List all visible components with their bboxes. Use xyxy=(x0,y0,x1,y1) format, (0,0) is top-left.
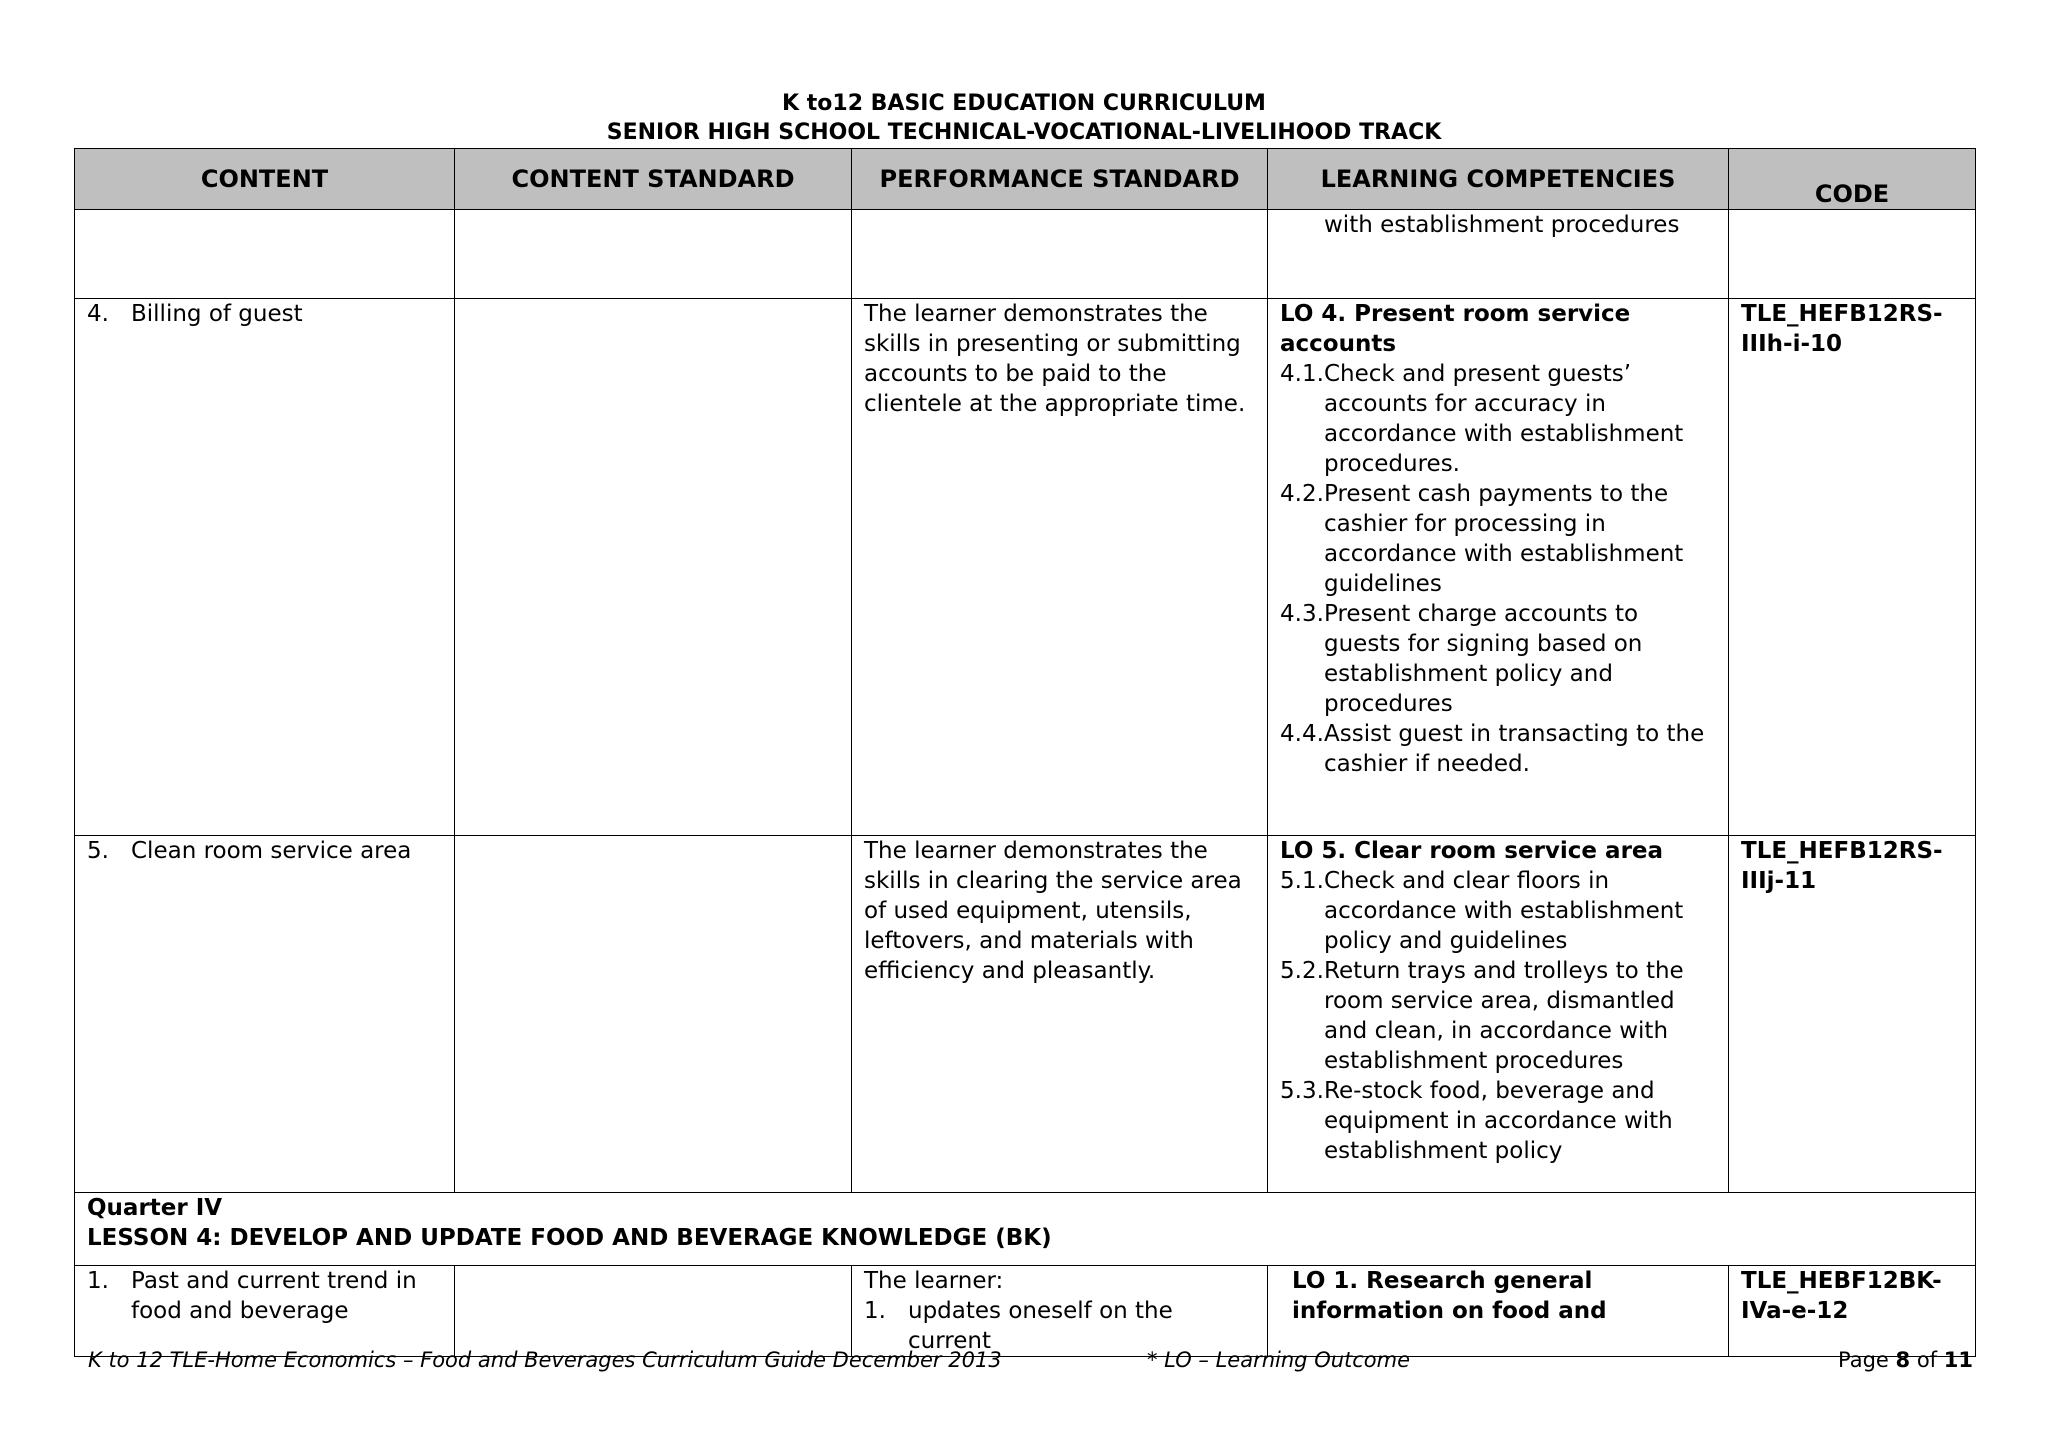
code-cell: TLE_HEFB12RS-IIIj-11 xyxy=(1729,836,1976,1193)
code-cell: TLE_HEBF12BK-IVa-e-12 xyxy=(1729,1266,1976,1357)
page-number: Page 8 of 11 xyxy=(1837,1348,1973,1372)
list-item: 5.3. Re-stock food, beverage and equipment in accordance with establishment policy xyxy=(1280,1078,1673,1164)
performance-standard-cell: The learner: 1. updates oneself on the current xyxy=(852,1266,1268,1357)
footer-document-name: K to 12 TLE-Home Economics – Food and Beverages Curriculum Guide December 2013 xyxy=(88,1348,1002,1372)
column-header-learning-competencies: LEARNING COMPETENCIES xyxy=(1268,149,1729,210)
competency-continuation: with establishment procedures xyxy=(1324,212,1680,238)
code-cell: TLE_HEFB12RS-IIIh-i-10 xyxy=(1729,299,1976,836)
list-item: 5.2. Return trays and trolleys to the room service area, dismantled and clean, in accordance with establishment procedures xyxy=(1280,958,1684,1074)
content-item: Clean room service area xyxy=(131,838,412,864)
learning-outcome-title: LO 5. Clear room service area xyxy=(1280,838,1664,864)
performance-standard-cell: The learner demonstrates the skills in clearing the service area of used equipment, utensils, leftovers, and materials with efficiency and pleasantly. xyxy=(852,836,1268,1193)
content-cell: 5. Clean room service area xyxy=(75,836,455,1193)
table-row-section xyxy=(75,1193,1976,1266)
table-row-clean-room xyxy=(75,836,1976,1193)
document-title: K to12 BASIC EDUCATION CURRICULUM xyxy=(782,91,1266,116)
content-cell: 1. Past and current trend in food and beverage xyxy=(75,1266,455,1357)
competency-cell xyxy=(1268,1266,1729,1357)
competency-cell xyxy=(1268,836,1729,1193)
code-cell xyxy=(1729,210,1976,299)
learning-outcome-title: LO 4. Present room service accounts xyxy=(1280,301,1631,357)
document-subtitle: SENIOR HIGH SCHOOL TECHNICAL-VOCATIONAL-LIVELIHOOD TRACK xyxy=(606,120,1442,145)
content-standard-cell xyxy=(455,299,852,836)
list-item: 4.1. Check and present guests’ accounts for accuracy in accordance with establishment procedures. xyxy=(1280,361,1684,477)
section-header-cell xyxy=(75,1193,1976,1266)
column-header-code: CODE xyxy=(1729,149,1976,210)
content-standard-cell xyxy=(455,836,852,1193)
table-row-trends xyxy=(75,1266,1976,1357)
content-standard-cell xyxy=(455,1266,852,1357)
curriculum-table xyxy=(74,148,1976,1357)
content-item: Billing of guest xyxy=(131,301,303,327)
competency-cell xyxy=(1268,299,1729,836)
performance-standard-cell: The learner demonstrates the skills in presenting or submitting accounts to be paid to the clientele at the appropriate time. xyxy=(852,299,1268,836)
list-item: 4.3. Present charge accounts to guests for signing based on establishment policy and procedures xyxy=(1280,601,1643,717)
content-cell xyxy=(75,210,455,299)
competency-cell xyxy=(1268,210,1729,299)
list-item: 5.1. Check and clear floors in accordance with establishment policy and guidelines xyxy=(1280,868,1684,954)
column-header-performance-standard: PERFORMANCE STANDARD xyxy=(852,149,1268,210)
content-standard-cell xyxy=(455,210,852,299)
column-header-content-standard: CONTENT STANDARD xyxy=(455,149,852,210)
footer-legend: * LO – Learning Outcome xyxy=(1147,1348,1411,1372)
table-row-billing xyxy=(75,299,1976,836)
quarter-label: Quarter IV xyxy=(87,1195,223,1221)
content-cell: 4. Billing of guest xyxy=(75,299,455,836)
column-header-content: CONTENT xyxy=(75,149,455,210)
table-row-continuation xyxy=(75,210,1976,299)
list-item: 4.4. Assist guest in transacting to the cashier if needed. xyxy=(1280,721,1705,777)
performance-standard-cell xyxy=(852,210,1268,299)
learning-outcome-title: LO 1. Research general information on food and xyxy=(1292,1268,1607,1324)
list-item: 4.2. Present cash payments to the cashier for processing in accordance with establishment guidelines xyxy=(1280,481,1684,597)
table-header-row xyxy=(75,149,1976,210)
content-item: Past and current trend in food and beverage xyxy=(131,1268,417,1324)
lesson-title: LESSON 4: DEVELOP AND UPDATE FOOD AND BEVERAGE KNOWLEDGE (BK) xyxy=(87,1225,1052,1251)
